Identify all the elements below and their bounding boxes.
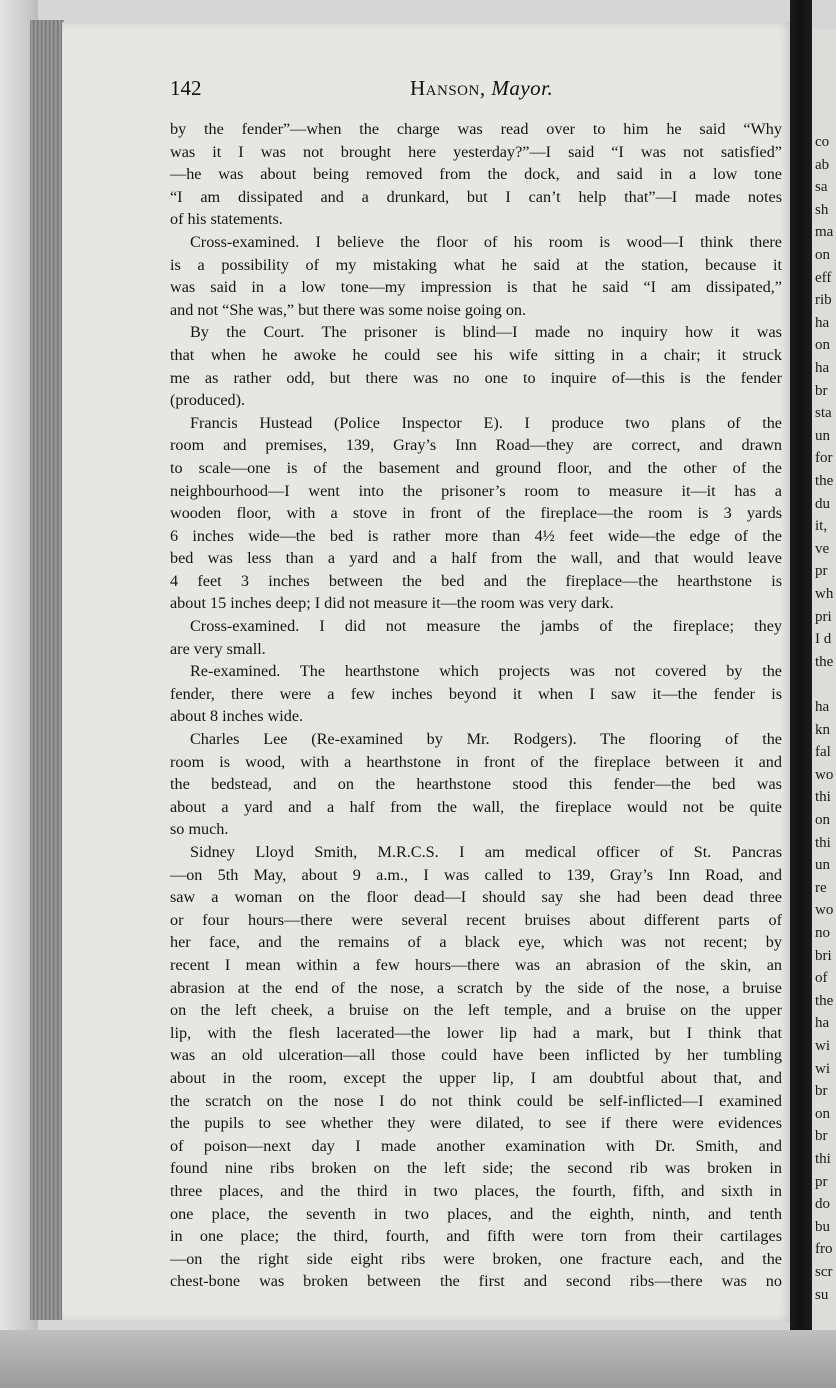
facing-page-fragment: wo bbox=[815, 902, 834, 919]
text-line: is a possibility of my mistaking what he said at the station, because it bbox=[170, 255, 782, 274]
text-line: fender, there were a few inches beyond it when I saw it—the fender is bbox=[170, 684, 782, 703]
facing-page-fragment: br bbox=[815, 382, 828, 399]
facing-page-fragment: eff bbox=[815, 269, 832, 286]
facing-page-fragment: su bbox=[815, 1286, 829, 1303]
text-line: chest-bone was broken between the first and second ribs—there was no bbox=[170, 1272, 782, 1291]
facing-page-fragment: thi bbox=[815, 789, 831, 806]
text-line: the pupils to see whether they were dilated, to see if there were evidences bbox=[170, 1114, 782, 1133]
text-line: Cross-examined. I did not measure the jambs of the fireplace; they bbox=[190, 617, 782, 636]
facing-page-fragment: wi bbox=[815, 1038, 830, 1054]
facing-page-fragment: ha bbox=[815, 1015, 830, 1032]
running-head-name: Hanson, bbox=[410, 76, 486, 100]
facing-page-fragment: sh bbox=[815, 201, 829, 218]
text-line: was said in a low tone—my impression is that he said “I am dissipated,” bbox=[170, 278, 782, 297]
text-line: by the fender”—when the charge was read over to him he said “Why bbox=[170, 120, 782, 138]
text-line: abrasion at the end of the nose, a scratch by the side of the nose, a bruise bbox=[170, 978, 782, 997]
facing-page-fragment: br bbox=[815, 1083, 828, 1100]
text-line: “I am dissipated and a drunkard, but I can’t help that”—I made notes bbox=[170, 187, 782, 206]
text-line: about in the room, except the upper lip, I am doubtful about that, and bbox=[170, 1068, 782, 1087]
facing-page-fragment: re bbox=[815, 879, 827, 896]
text-line: bed was less than a yard and a half from the wall, and that would leave bbox=[170, 549, 782, 568]
text-line: in one place; the third, fourth, and fifth were torn from their cartilages bbox=[170, 1227, 782, 1246]
text-line: about 15 inches deep; I did not measure it—the room was very dark. bbox=[170, 594, 614, 613]
facing-page-fragment: on bbox=[815, 247, 830, 263]
facing-page-fragment: the bbox=[815, 992, 834, 1009]
text-line: saw a woman on the floor dead—I should say she had been dead three bbox=[170, 888, 782, 907]
text-line: that when he awoke he could see his wife sitting in a chair; it struck bbox=[170, 345, 782, 364]
text-line: or four hours—there were several recent bruises about different parts of bbox=[170, 910, 782, 929]
facing-page-fragment: do bbox=[815, 1196, 830, 1213]
facing-page-fragment: of bbox=[815, 970, 828, 987]
facing-page-fragment: rib bbox=[815, 292, 832, 309]
book-gutter bbox=[790, 0, 812, 1388]
text-line: 6 inches wide—the bed is rather more than 4½ feet wide—the edge of the bbox=[170, 526, 782, 545]
text-line: was an old ulceration—all those could have been inflicted by her tumbling bbox=[170, 1046, 782, 1065]
text-line: to scale—one is of the basement and ground floor, and the other of the bbox=[170, 458, 782, 477]
facing-page-fragment: co bbox=[815, 134, 830, 150]
page-number: 142 bbox=[170, 76, 202, 100]
facing-page-fragment: ha bbox=[815, 360, 830, 376]
facing-page-fragment: ma bbox=[815, 224, 834, 241]
facing-page-fragment: wi bbox=[815, 1060, 830, 1077]
text-line: Re-examined. The hearthstone which projects was not covered by the bbox=[190, 662, 782, 681]
text-line: the bedstead, and on the hearthstone stood this fender—the bed was bbox=[170, 775, 782, 794]
text-line: 4 feet 3 inches between the bed and the fireplace—the hearthstone is bbox=[170, 571, 782, 590]
text-line: three places, and the third in two places, the fourth, fifth, and sixth in bbox=[170, 1181, 782, 1200]
text-line: of poison—next day I made another examination with Dr. Smith, and bbox=[170, 1136, 782, 1155]
text-line: the scratch on the nose I do not think could be self-inflicted—I examined bbox=[170, 1091, 782, 1110]
running-head-title: Mayor. bbox=[491, 76, 554, 100]
facing-page-fragment: pr bbox=[815, 563, 828, 580]
facing-page-fragment: no bbox=[815, 925, 830, 941]
facing-page-fragment: thi bbox=[815, 834, 831, 851]
text-line: lip, with the flesh lacerated—the lower lip had a mark, but I think that bbox=[170, 1023, 782, 1042]
text-line: of his statements. bbox=[170, 210, 283, 229]
facing-page-fragment: on bbox=[815, 812, 830, 828]
running-head bbox=[410, 76, 553, 101]
bottom-margin bbox=[0, 1330, 836, 1388]
facing-page-fragment: ha bbox=[815, 314, 830, 331]
text-line: —on the right side eight ribs were broken, one fracture each, and the bbox=[170, 1249, 782, 1268]
facing-page-fragment: un bbox=[815, 857, 830, 874]
text-line: By the Court. The prisoner is blind—I made no inquiry how it was bbox=[190, 323, 782, 342]
facing-page-edge bbox=[812, 30, 836, 1330]
facing-page-fragment: I d bbox=[815, 631, 832, 648]
text-line: and not “She was,” but there was some noise going on. bbox=[170, 300, 527, 319]
facing-page-fragment: pri bbox=[815, 608, 832, 625]
facing-page-fragment: wo bbox=[815, 766, 834, 783]
body-text bbox=[170, 118, 782, 1293]
facing-page-fragment: for bbox=[815, 450, 833, 467]
text-line: Charles Lee (Re-examined by Mr. Rodgers). The flooring of the bbox=[190, 730, 782, 749]
text-line: found nine ribs broken on the left side; the second rib was broken in bbox=[170, 1159, 782, 1178]
facing-page-fragment: sa bbox=[815, 179, 828, 196]
facing-page-fragment: the bbox=[815, 473, 834, 489]
text-line: wooden floor, with a stove in front of the fireplace—the room is 3 yards bbox=[170, 504, 782, 523]
text-line: are very small. bbox=[170, 639, 266, 658]
text-line: —on 5th May, about 9 a.m., I was called to 139, Gray’s Inn Road, and bbox=[170, 865, 782, 884]
text-line: Cross-examined. I believe the floor of his room is wood—I think there bbox=[190, 232, 782, 251]
facing-page-fragment: scr bbox=[815, 1264, 833, 1280]
text-line: so much. bbox=[170, 820, 229, 839]
facing-page-fragment: fro bbox=[815, 1241, 833, 1258]
text-line: neighbourhood—I went into the prisoner’s room to measure it—it has a bbox=[170, 481, 782, 500]
text-line: room and premises, 139, Gray’s Inn Road—they are correct, and drawn bbox=[170, 436, 782, 455]
facing-page-fragment: fal bbox=[815, 744, 831, 761]
text-line: about 8 inches wide. bbox=[170, 707, 304, 726]
text-line: one place, the seventh in two places, and the eighth, ninth, and tenth bbox=[170, 1204, 782, 1223]
facing-page-fragment: wh bbox=[815, 586, 834, 602]
text-line: (produced). bbox=[170, 391, 246, 410]
text-line: her face, and the remains of a black eye, which was not recent; by bbox=[170, 933, 782, 952]
text-line: was it I was not brought here yesterday?”—I said “I was not satisfied” bbox=[170, 142, 782, 161]
text-line: Sidney Lloyd Smith, M.R.C.S. I am medical officer of St. Pancras bbox=[190, 843, 782, 861]
facing-page-fragment: on bbox=[815, 337, 830, 354]
facing-page-fragment: kn bbox=[815, 721, 830, 738]
facing-page-fragment: ve bbox=[815, 540, 830, 557]
facing-page-fragment: ha bbox=[815, 699, 830, 715]
text-line: room is wood, with a hearthstone in front of the fireplace between it and bbox=[170, 752, 782, 771]
facing-page-fragment: br bbox=[815, 1128, 828, 1145]
book-fore-edge bbox=[30, 20, 64, 1320]
facing-page-fragment: pr bbox=[815, 1173, 828, 1190]
facing-page-fragment: the bbox=[815, 653, 834, 670]
text-line: Francis Hustead (Police Inspector E). I produce two plans of the bbox=[190, 413, 782, 432]
page-header bbox=[170, 76, 770, 106]
text-line: about a yard and a half from the wall, the fireplace would not be quite bbox=[170, 797, 782, 816]
facing-page-fragment: du bbox=[815, 495, 830, 512]
text-line: recent I mean within a few hours—there was an abrasion of the skin, an bbox=[170, 955, 782, 974]
text-line: on the left cheek, a bruise on the left temple, and a bruise on the upper bbox=[170, 1001, 782, 1020]
facing-page-fragment: on bbox=[815, 1105, 830, 1122]
facing-page-fragment: sta bbox=[815, 405, 832, 422]
facing-page-fragment: bri bbox=[815, 947, 832, 964]
facing-page-fragment: ab bbox=[815, 156, 830, 173]
text-line: —he was about being removed from the dock, and said in a low tone bbox=[170, 165, 782, 184]
text-line: me as rather odd, but there was no one to inquire of—this is the fender bbox=[170, 368, 782, 387]
facing-page-fragment: bu bbox=[815, 1218, 830, 1235]
facing-page-fragment: un bbox=[815, 427, 830, 444]
facing-page-fragment: it, bbox=[815, 518, 828, 535]
facing-page-fragment: thi bbox=[815, 1151, 831, 1167]
